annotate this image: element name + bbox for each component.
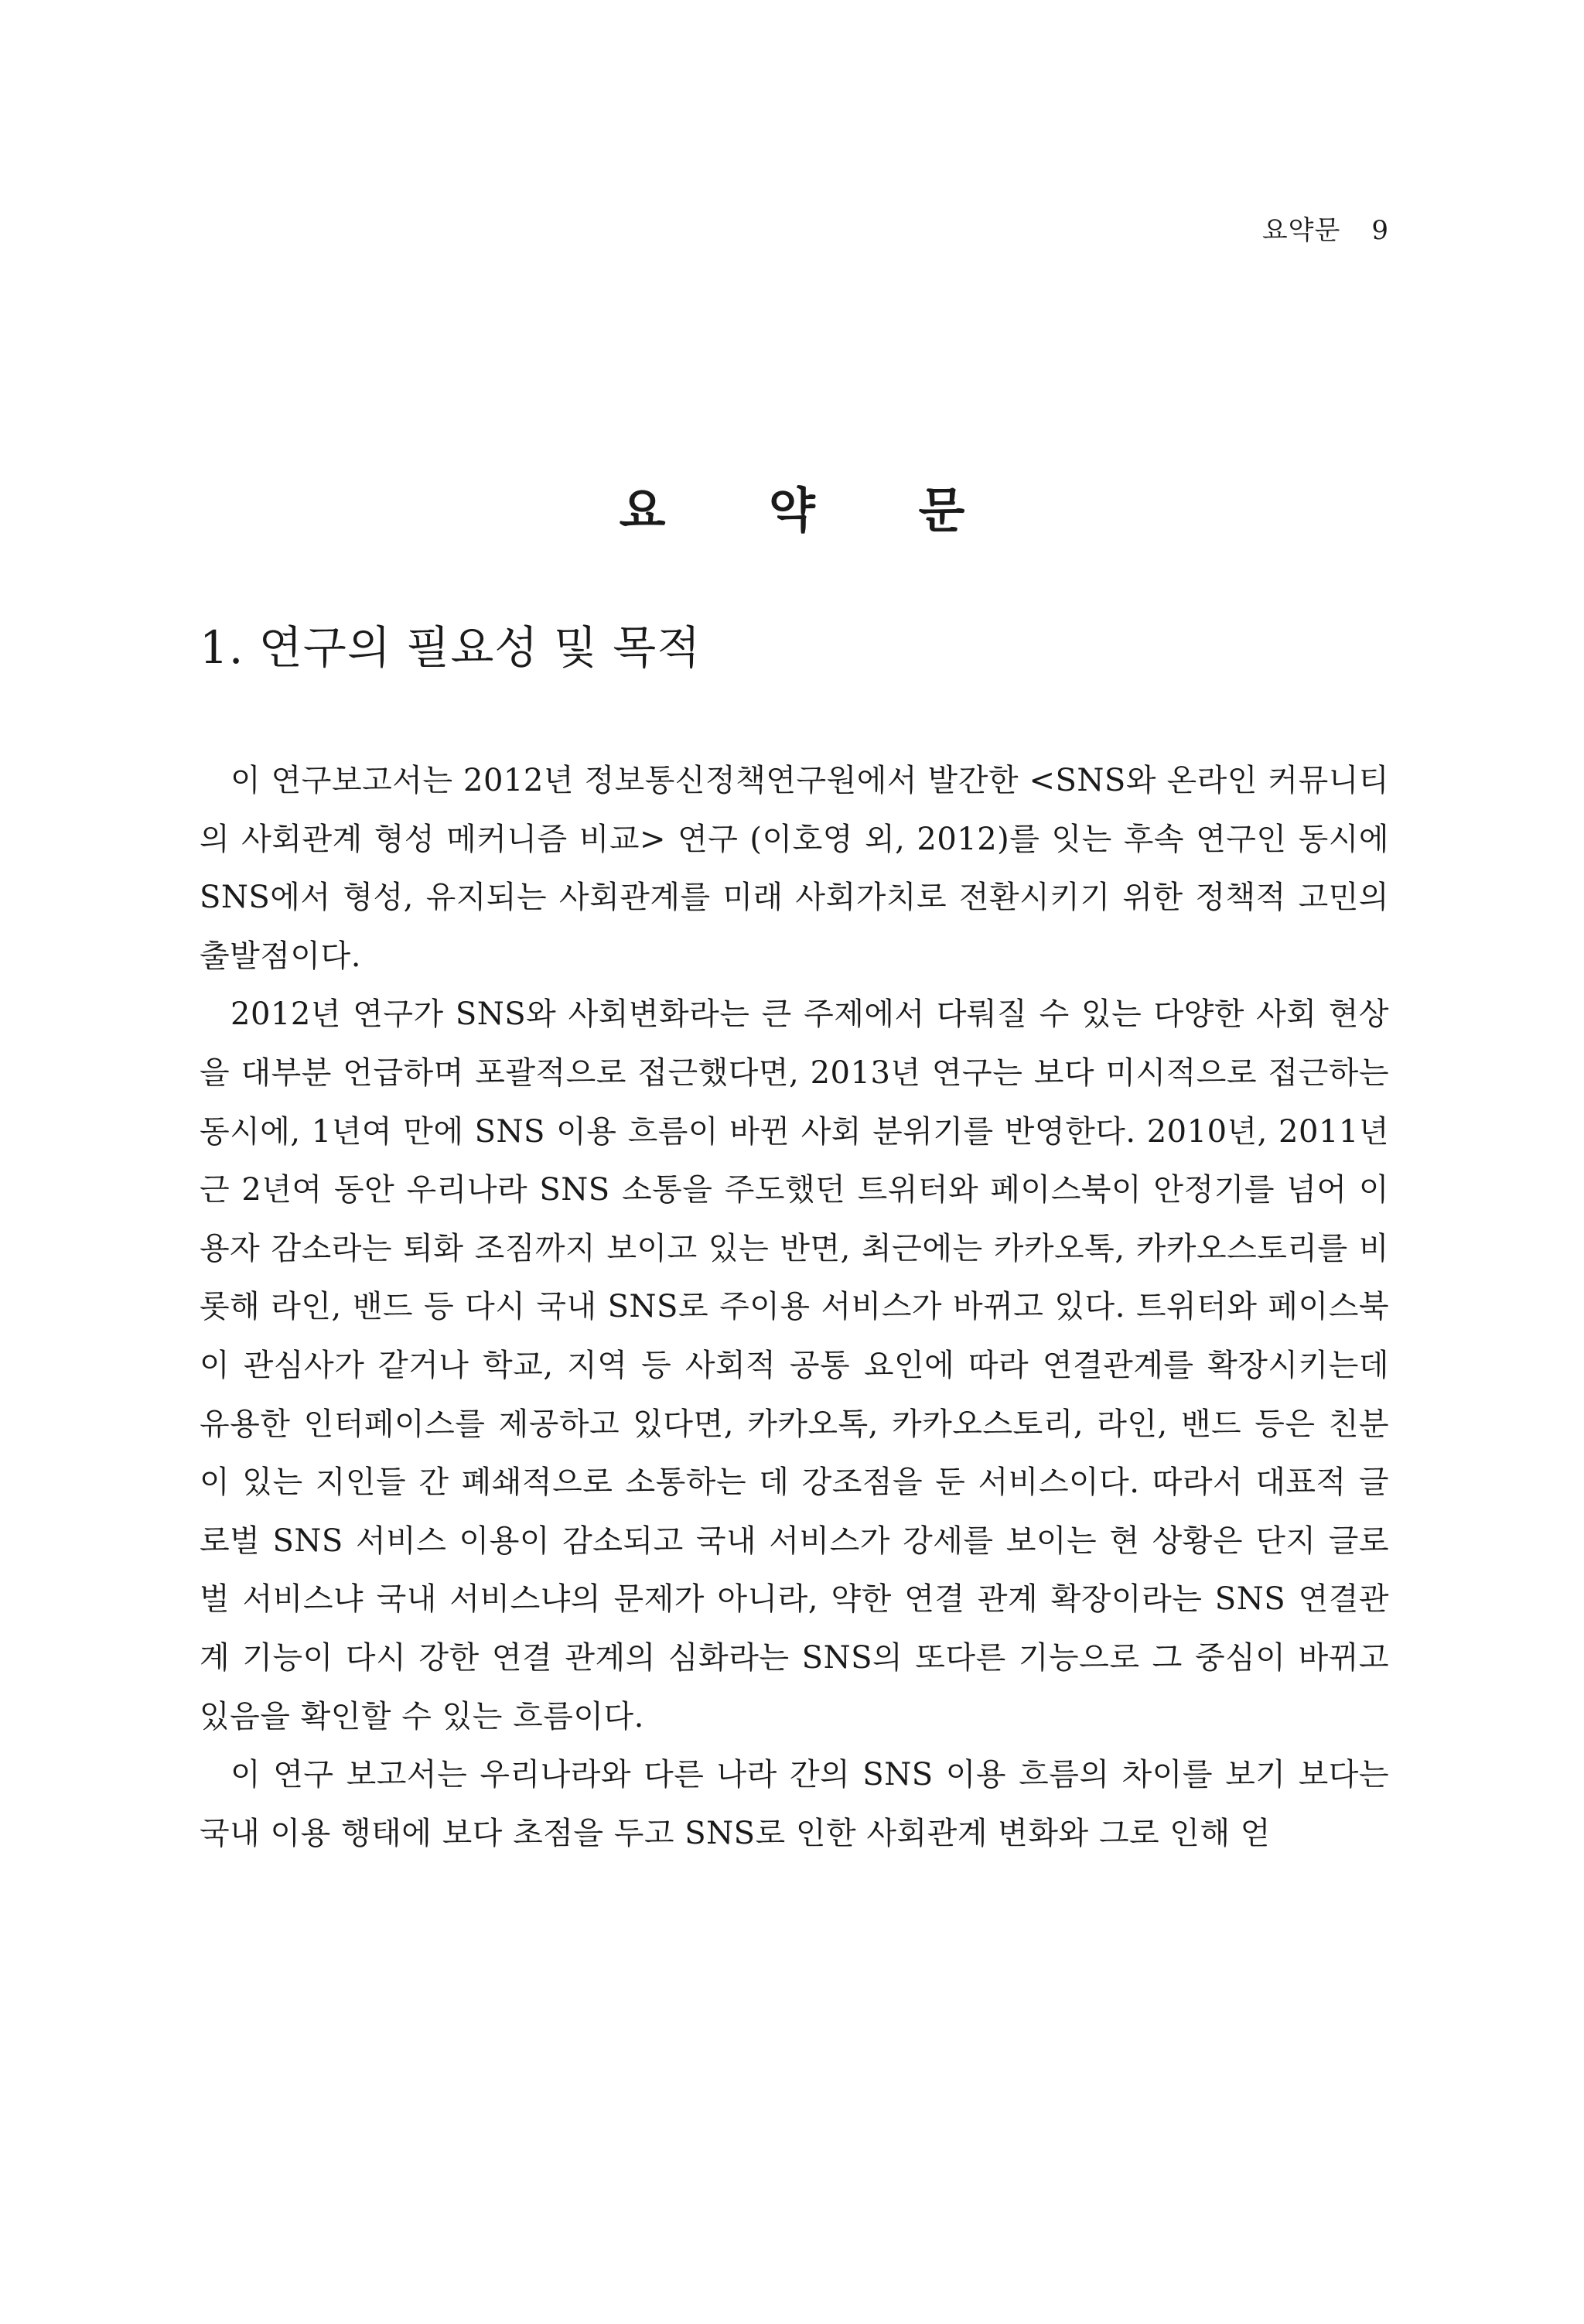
paragraph: 2012년 연구가 SNS와 사회변화라는 큰 주제에서 다뤄질 수 있는 다양한 사회 현상을 대부분 언급하며 포괄적으로 접근했다면, 2013년 연구는 보다 미시적으로 접근하는 동시에, 1년여 만에 SNS 이용 흐름이 바뀐 사회 분위기를 반영한다. 2010년, 2011년 근 2년여 동안 우리나라 SNS 소통을 주도했던 트위터와 페이스북이 안정기를 넘어 이용자 감소라는 퇴화 조짐까지 보이고 있는 반면, 최근에는 카카오톡, 카카오스토리를 비롯해 라인, 밴드 등 다시 국내 SNS로 주이용 서비스가 바뀌고 있다. 트위터와 페이스북이 관심사가 같거나 학교, 지역 등 사회적 공통 요인에 따라 연결관계를 확장시키는데 유용한 인터페이스를 제공하고 있다면, 카카오톡, 카카오스토리, 라인, 밴드 등은 친분이 있는 지인들 간 폐쇄적으로 소통하는 데 강조점을 둔 서비스이다. 따라서 대표적 글로벌 SNS 서비스 이용이 감소되고 국내 서비스가 강세를 보이는 현 상황은 단지 글로벌 서비스냐 국내 서비스냐의 문제가 아니라, 약한 연결 관계 확장이라는 SNS 연결관계 기능이 다시 강한 연결 관계의 심화라는 SNS의 또다른 기능으로 그 중심이 바뀌고 있음을 확인할 수 있는 흐름이다. (200, 996, 1389, 1734)
paragraph: 이 연구보고서는 2012년 정보통신정책연구원에서 발간한 <SNS와 온라인 커뮤니티의 사회관계 형성 메커니즘 비교> 연구 (이호영 외, 2012)를 잇는 후속 연구인 동시에 SNS에서 형성, 유지되는 사회관계를 미래 사회가치로 전환시키기 위한 정책적 고민의 출발점이다. (200, 763, 1389, 974)
page-number: 9 (1371, 215, 1389, 246)
page-title: 요 약 문 (619, 482, 1009, 538)
section-heading: 1. 연구의 필요성 및 목적 (200, 621, 702, 674)
header-section-label: 요약문 (1261, 215, 1341, 246)
paragraph: 이 연구 보고서는 우리나라와 다른 나라 간의 SNS 이용 흐름의 차이를 보기 보다는 국내 이용 행태에 보다 초점을 두고 SNS로 인한 사회관계 변화와 그로 인해 얻 (200, 1757, 1389, 1851)
running-header (1262, 209, 1389, 247)
body-text (200, 752, 1389, 1863)
